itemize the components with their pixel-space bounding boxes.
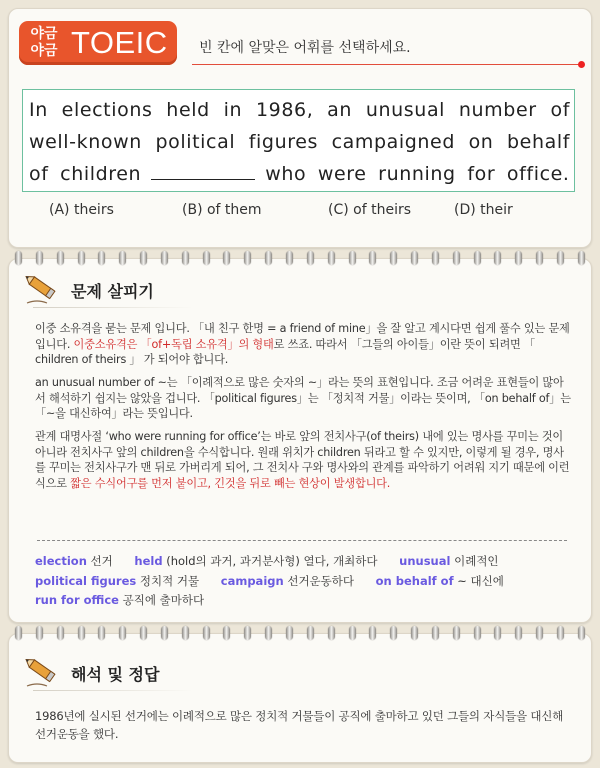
vocab-meaning: 공직에 출마하다 (122, 593, 205, 607)
choice-d[interactable]: (D) their (454, 202, 513, 218)
vocab-term: election (35, 554, 87, 568)
vocab-term: political figures (35, 574, 137, 588)
review-header (23, 271, 183, 311)
vocab-meaning: 선거운동하다 (287, 574, 354, 588)
answer-blank (151, 161, 255, 180)
question-card (8, 8, 592, 248)
vocab-line-1 (35, 553, 575, 569)
choice-c[interactable]: (C) of theirs (328, 202, 412, 218)
choice-a[interactable]: (A) theirs (49, 202, 114, 218)
toeic-logo (19, 21, 177, 65)
vocab-term: campaign (220, 574, 284, 588)
vocab-term: on behalf of (375, 574, 454, 588)
vocab-line-3 (35, 592, 575, 608)
answer-card (8, 633, 592, 763)
question-text-after: who were running for office. (265, 163, 570, 185)
highlight-modifier-order: 짧은 수식어구를 먼저 붙이고, 긴것을 뒤로 빼는 현상이 발생합니다. (70, 476, 391, 490)
pencil-icon (23, 654, 63, 690)
review-paragraph-1: 이중 소유격을 묻는 문제 입니다. 「내 친구 한명 = a friend of mine」을 잘 알고 계시다면 쉽게 풀수 있는 문제 입니다. 이중소유격은 「of+독립 소유격」의 형태로 쓰죠. 따라서 「그들의 아이들」이란 뜻이 되려면 「 children of theirs 」 가 되어야 합니다. (35, 322, 570, 366)
instruction-underline (192, 64, 582, 65)
vocab-meaning: 선거 (90, 554, 113, 568)
vocab-line-2 (35, 573, 575, 589)
review-title: 문제 살피기 (71, 282, 154, 301)
choice-b[interactable]: (B) of them (182, 202, 262, 218)
binder-rings (15, 626, 585, 640)
answer-translation: 1986년에 실시된 선거에는 이례적으로 많은 정치적 거물들이 공직에 출마하고 있던 그들의 자식들을 대신해 선거운동을 했다. (35, 709, 564, 741)
question-box (22, 89, 575, 192)
underline-dot-icon (578, 61, 585, 68)
answer-title: 해석 및 정답 (71, 665, 160, 684)
vocab-divider (37, 540, 567, 541)
binder-rings (15, 251, 585, 265)
vocab-term: run for office (35, 593, 119, 607)
answer-header (23, 654, 183, 694)
review-paragraph-2: an unusual number of ~는 「이례적으로 많은 숫자의 ~」라는 뜻의 표현입니다. 조금 어려운 표현들이 많아서 해석하기 쉽지는 않았을 겁니다. 「political figures」는 「정치적 거물」이라는 뜻이며, 「on behalf of」는 「~을 대신하여」라는 뜻입니다. (35, 376, 571, 420)
vocab-meaning: 이례적인 (454, 554, 499, 568)
question-text-before: In elections held in 1986, an unusual number of well-known political figures campaigned on behalf of children (29, 99, 570, 185)
vocab-meaning: ~ 대신에 (457, 574, 504, 588)
logo-main-text: TOEIC (71, 25, 168, 60)
vocab-meaning: (hold의 과거, 과거분사형) 열다, 개최하다 (166, 554, 378, 568)
review-paragraph-3: 관계 대명사절 ‘who were running for office’는 바로 앞의 전치사구(of theirs) 내에 있는 명사를 꾸미는 것이 아니라 전치사구 앞의 children을 수식합니다. 원래 위치가 children 뒤라고 할 수 있지만, 이렇게 될 경우, 명사를 꾸미는 전치사구가 맨 뒤로 가버리게 되어, 그 전치사 구와 명사와의 관계를 파악하기 어려워 지기 때문에 이런식으로 짧은 수식어구를 먼저 붙이고, 긴것을 뒤로 빼는 현상이 발생합니다. (35, 430, 570, 490)
pencil-icon (23, 271, 63, 307)
vocab-term: held (134, 554, 163, 568)
logo-small-top: 야금 (30, 26, 58, 42)
vocab-meaning: 정치적 거물 (139, 574, 200, 588)
instruction-text: 빈 칸에 알맞은 어휘를 선택하세요. (199, 40, 411, 56)
highlight-double-possessive: 이중소유격은 「of+독립 소유격」의 형태 (73, 337, 274, 351)
logo-small-bottom: 야금 (30, 43, 58, 59)
vocab-term: unusual (399, 554, 451, 568)
review-card (8, 258, 592, 623)
